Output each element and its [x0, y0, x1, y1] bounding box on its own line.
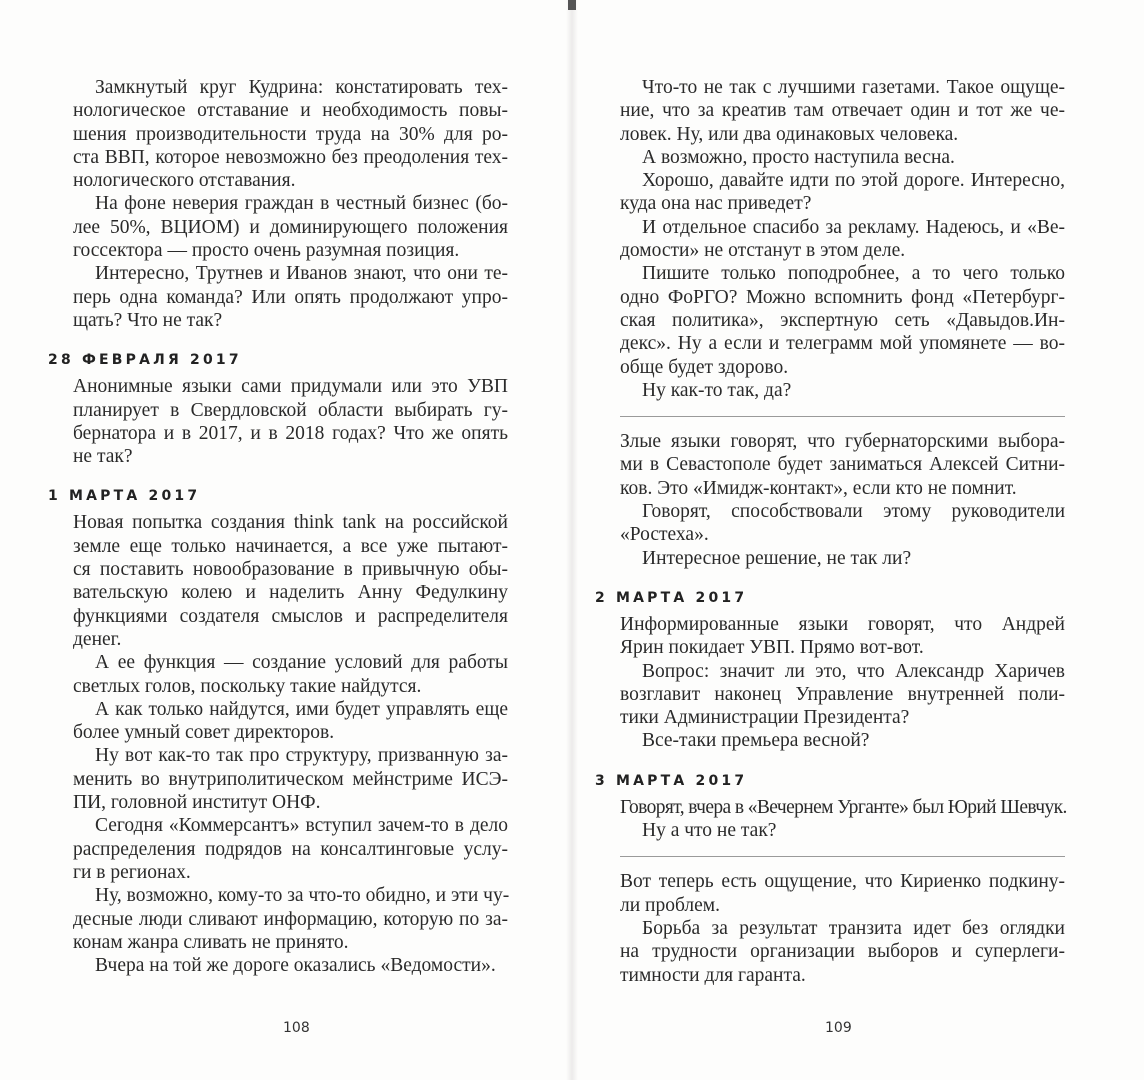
paragraph: [73, 511, 508, 651]
text-line: Говорят, способствовали этому руководители: [642, 501, 1065, 523]
text-line: ги в регионах.: [73, 861, 191, 883]
text-line: светлых голов, поскольку такие найдутся.: [73, 675, 422, 697]
text-line: на трудности организации выборов и суперлеги-: [620, 941, 1065, 963]
text-line: обще будет здорово.: [620, 356, 789, 378]
section-divider: [620, 416, 1065, 417]
text-line: декс». Ну а если и телеграмм мой упомянете — во-: [620, 333, 1065, 355]
text-line: бернатора и в 2017, и в 2018 годах? Что же опять: [73, 422, 508, 444]
text-line: ков. Это «Имидж-контакт», если кто не помнит.: [620, 477, 1017, 499]
text-line: ние, что за креатив там отвечает один и тот же че-: [620, 100, 1065, 122]
paragraph: [620, 819, 1065, 842]
text-line: ли проблем.: [620, 894, 721, 916]
text-line: ская политика», экспертную сеть «Давыдов.Ин-: [620, 309, 1065, 331]
text-line: Анонимные языки сами придумали или это УВП: [73, 376, 508, 398]
text-line: Ну вот как-то так про структуру, призванную за-: [95, 745, 508, 767]
text-line: Борьба за результат транзита идет без оглядки: [642, 917, 1065, 939]
text-line: шения производительности труда на 30% для ро-: [73, 123, 508, 145]
text-line: Ну а что не так?: [642, 820, 777, 842]
text-line: Замкнутый круг Кудрина: констатировать тех-: [95, 77, 508, 98]
paragraph: [620, 76, 1065, 146]
text-line: «Ростеха».: [620, 524, 709, 546]
text-line: Что-то не так с лучшими газетами. Такое ощуще-: [642, 77, 1065, 98]
date-heading: 28 ФЕВРАЛЯ 2017: [48, 352, 242, 369]
paragraph: [620, 660, 1065, 730]
right-page-text: [595, 76, 1067, 987]
date-heading: 2 МАРТА 2017: [595, 589, 748, 606]
text-line: Информированные языки говорят, что Андрей: [620, 613, 1065, 635]
text-line: Злые языки говорят, что губернаторскими выбора-: [620, 431, 1065, 453]
text-line: ста ВВП, которое невозможно без преодоления тех-: [73, 146, 508, 168]
text-line: земле еще только начинается, а все уже пытают-: [73, 535, 508, 557]
text-line: денег.: [73, 628, 122, 650]
text-line: более умный совет директоров.: [73, 722, 335, 744]
date-heading: 3 МАРТА 2017: [595, 772, 748, 789]
text-line: Новая попытка создания think tank на российской: [73, 512, 508, 534]
paragraph: [620, 613, 1065, 660]
paragraph: [620, 729, 1065, 752]
text-line: Вчера на той же дороге оказались «Ведомости».: [95, 955, 496, 977]
paragraph: [620, 262, 1065, 378]
text-line: ловек. Ну, или два одинаковых человека.: [620, 123, 959, 145]
text-line: перь одна команда? Или опять продолжают упро-: [73, 286, 508, 308]
section-divider: [620, 856, 1065, 857]
text-line: Интересное решение, не так ли?: [642, 547, 912, 569]
text-line: возглавит наконец Управление внутренней поли-: [620, 683, 1065, 705]
page-number-left: 108: [283, 1020, 310, 1036]
text-line: Все-таки премьера весной?: [642, 730, 870, 752]
text-line: Вопрос: значит ли это, что Александр Харичев: [642, 660, 1065, 682]
text-line: десные люди сливают информацию, которую по за-: [73, 908, 508, 930]
text-line: одно ФоРГО? Можно вспомнить фонд «Петербург-: [620, 286, 1065, 308]
text-line: А как только найдутся, ими будет управлять еще: [95, 698, 508, 720]
book-gutter: [566, 0, 578, 1080]
text-line: распределения подрядов на консалтинговые услу-: [73, 838, 508, 860]
text-line: нологического отставания.: [73, 170, 296, 192]
text-line: ми в Севастополе будет заниматься Алексей Ситни-: [620, 454, 1065, 476]
paragraph: [73, 651, 508, 698]
paragraph: [73, 698, 508, 745]
text-line: А ее функция — создание условий для работы: [95, 652, 508, 674]
paragraph: [620, 379, 1065, 402]
paragraph: [73, 884, 508, 954]
paragraph: [620, 796, 1065, 819]
text-line: А возможно, просто наступила весна.: [642, 146, 955, 168]
text-line: Интересно, Трутнев и Иванов знают, что они те-: [95, 263, 508, 285]
paragraph: [73, 744, 508, 814]
text-line: Ну, возможно, кому-то за что-то обидно, и эти чу-: [95, 885, 510, 907]
text-line: ПИ, головной институт ОНФ.: [73, 792, 321, 814]
paragraph: [73, 375, 508, 468]
text-line: Хорошо, давайте идти по этой дороге. Интересно,: [642, 170, 1065, 192]
paragraph: [620, 547, 1065, 570]
paragraph: [620, 870, 1065, 917]
paragraph: [620, 430, 1065, 500]
text-line: тимности для гаранта.: [620, 964, 806, 986]
date-heading: 1 МАРТА 2017: [48, 488, 201, 505]
text-line: Ярин покидает УВП. Прямо вот-вот.: [620, 637, 924, 659]
paragraph: [620, 146, 1065, 169]
paragraph: [620, 917, 1065, 987]
text-line: Пишите только поподробнее, а то чего только: [642, 263, 1065, 285]
text-line: менить во внутриполитическом мейнстриме ИСЭ-: [73, 768, 508, 790]
text-line: не так?: [73, 446, 133, 468]
paragraph: [73, 262, 508, 332]
paragraph: [620, 500, 1065, 547]
text-line: функциями создателя смыслов и распределителя: [73, 605, 508, 627]
text-line: щать? Что не так?: [73, 309, 223, 331]
paragraph: [620, 169, 1065, 216]
text-line: ся поставить новообразование в привычную обы-: [73, 559, 508, 581]
left-page-text: [48, 76, 510, 977]
paragraph: [73, 954, 508, 977]
text-line: Вот теперь есть ощущение, что Кириенко подкину-: [620, 871, 1065, 893]
text-line: Сегодня «Коммерсантъ» вступил зачем-то в дело: [95, 815, 508, 837]
text-line: госсектора — просто очень разумная позиция.: [73, 240, 460, 262]
text-line: домости» не отстанут в этом деле.: [620, 240, 906, 262]
text-line: вательскую колею и наделить Анну Федулкину: [73, 582, 508, 604]
text-line: На фоне неверия граждан в честный бизнес (бо-: [95, 193, 508, 215]
text-line: тики Администрации Президента?: [620, 707, 910, 729]
text-line: куда она нас приведет?: [620, 193, 812, 215]
paragraph: [73, 192, 508, 262]
scan-mark: [568, 0, 576, 10]
text-line: конам жанра сливать не принято.: [73, 931, 349, 953]
text-line: лее 50%, ВЦИОМ) и доминирующего положения: [73, 216, 508, 238]
text-line: Говорят, вчера в «Вечернем Урганте» был Юрий Шевчук.: [620, 796, 1067, 818]
paragraph: [620, 216, 1065, 263]
paragraph: [73, 814, 508, 884]
page-number-right: 109: [825, 1020, 852, 1036]
text-line: планирует в Свердловской области выбирать гу-: [73, 399, 508, 421]
paragraph: [73, 76, 508, 192]
text-line: нологическое отставание и необходимость повы-: [73, 100, 508, 122]
text-line: И отдельное спасибо за рекламу. Надеюсь, и «Ве-: [642, 216, 1065, 238]
text-line: Ну как-то так, да?: [642, 379, 792, 401]
